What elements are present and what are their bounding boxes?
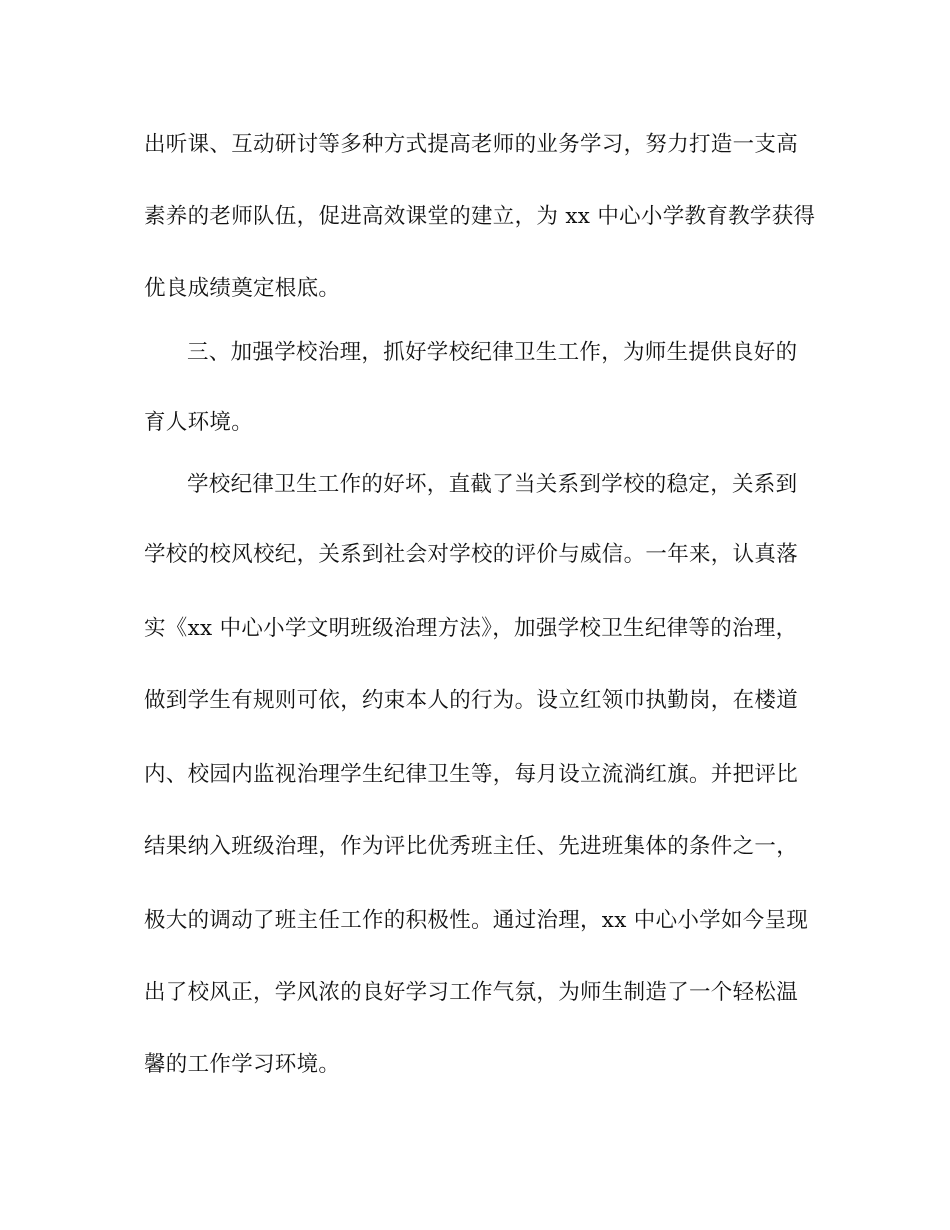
text-line: 结果纳入班级治理，作为评比优秀班主任、先进班集体的条件之一， <box>144 834 799 859</box>
section-heading-cont: 育人环境。 <box>144 410 254 435</box>
text-line: 实《xx 中心小学文明班级治理方法》，加强学校卫生纪律等的治理， <box>144 616 798 641</box>
paragraph-start: 学校纪律卫生工作的好坏，直截了当关系到学校的稳定，关系到 <box>187 472 798 497</box>
text-line: 素养的老师队伍，促进高效课堂的建立，为 xx 中心小学教育教学获得 <box>144 204 816 229</box>
text-line: 出听课、互动研讨等多种方式提高老师的业务学习，努力打造一支高 <box>144 132 799 157</box>
text-line: 出了校风正，学风浓的良好学习工作气氛，为师生制造了一个轻松温 <box>144 980 799 1005</box>
text-line: 馨的工作学习环境。 <box>144 1052 341 1077</box>
text-line: 内、校园内监视治理学生纪律卫生等，每月设立流淌红旗。并把评比 <box>144 762 799 787</box>
section-heading: 三、加强学校治理，抓好学校纪律卫生工作，为师生提供良好的 <box>187 340 798 365</box>
text-line: 极大的调动了班主任工作的积极性。通过治理，xx 中心小学如今呈现 <box>144 908 809 933</box>
text-line: 做到学生有规则可依，约束本人的行为。设立红领巾执勤岗，在楼道 <box>144 688 799 713</box>
text-line: 学校的校风校纪，关系到社会对学校的评价与威信。一年来，认真落 <box>144 542 799 567</box>
text-line: 优良成绩奠定根底。 <box>144 276 341 301</box>
